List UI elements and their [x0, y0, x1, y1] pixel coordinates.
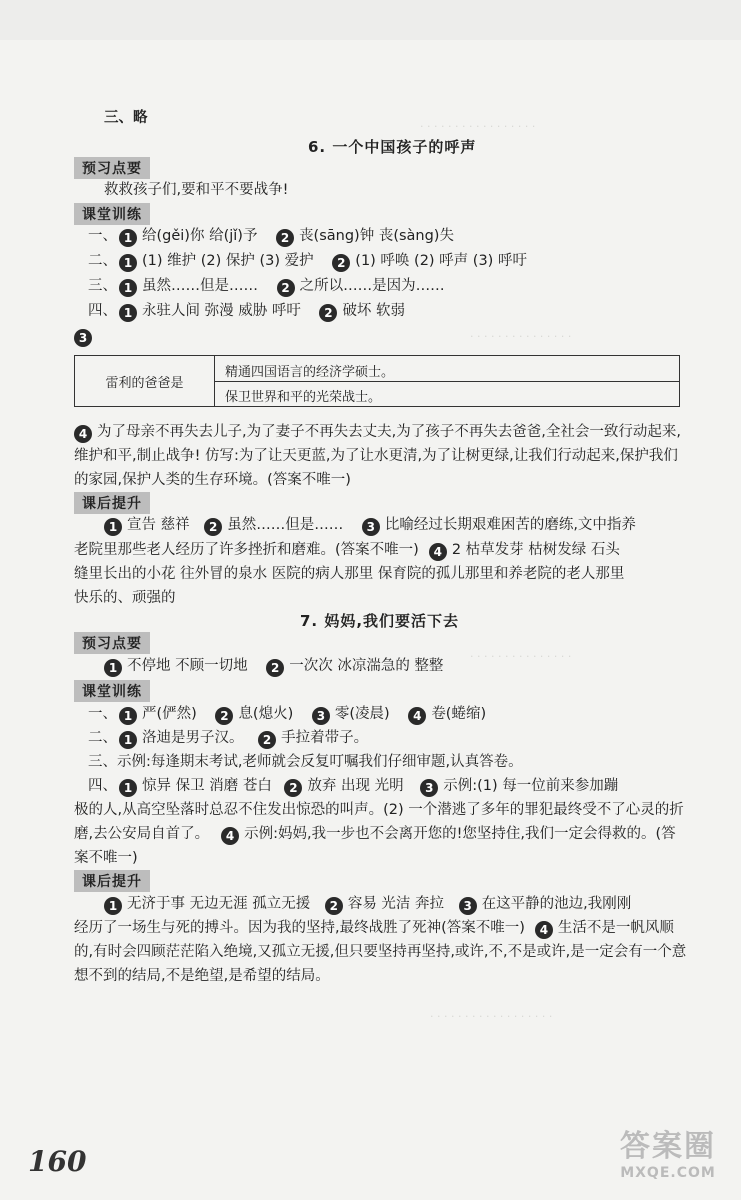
- number-2-icon: 2: [284, 779, 302, 797]
- class6-item4-line1: 4 为了母亲不再失去儿子,为了妻子不再失去丈夫,为了孩子不再失去爸爸,全社会一致行动起来,: [74, 422, 681, 443]
- table-divider: [215, 381, 679, 382]
- section-preview-6: 预习点要: [74, 157, 150, 179]
- after6-line2: 老院里那些老人经历了许多挫折和磨难。(答案不唯一) 4 2 枯草发芽 枯树发绿 石头: [74, 542, 620, 559]
- class7-q4-line2: 极的人,从高空坠落时总忍不住发出惊恐的叫声。(2) 一个潜逃了多年的罪犯最终受不了心灵的折: [74, 802, 684, 818]
- class7-q4-line4: 案不唯一): [74, 850, 138, 866]
- table-row-2: 保卫世界和平的光荣战士。: [225, 390, 382, 405]
- class7-q4-line3: 磨,去公安局自首了。 4 示例:妈妈,我一步也不会离开您的!您坚持住,我们一定会得救的。(答: [74, 826, 676, 843]
- number-1-icon: 1: [119, 229, 137, 247]
- number-1-icon: 1: [119, 779, 137, 797]
- class7-q2: 二、 1 洛迪是男子汉。 2 手拉着带子。: [88, 730, 369, 747]
- number-1-icon: 1: [119, 707, 137, 725]
- after7-line1: 1 无济于事 无边无涯 孤立无援 2 容易 光洁 奔拉 3 在这平静的池边,我刚刚: [104, 894, 631, 915]
- section-class-7: 课堂训练: [74, 680, 150, 702]
- number-2-icon: 2: [319, 304, 337, 322]
- number-1-icon: 1: [104, 659, 122, 677]
- scan-shadow-strip: [0, 0, 741, 40]
- class6-item4-line2: 维护和平,制止战争! 仿写:为了让天更蓝,为了让水更清,为了让树更绿,让我们行动起来,保护我们: [74, 448, 678, 464]
- answer-three-omitted: 三、略: [104, 110, 148, 126]
- number-2-icon: 2: [276, 229, 294, 247]
- number-4-icon: 4: [221, 827, 239, 845]
- number-4-icon: 4: [74, 425, 92, 443]
- section-after-7: 课后提升: [74, 870, 150, 892]
- number-1-icon: 1: [119, 254, 137, 272]
- watermark-logo: [608, 1130, 728, 1190]
- class6-q2: 二、 1 (1) 维护 (2) 保护 (3) 爱护 2 (1) 呼唤 (2) 呼声 (3) 呼吁: [88, 253, 527, 270]
- after6-line4: 快乐的、顽强的: [74, 590, 176, 606]
- number-3-icon: 3: [362, 518, 380, 536]
- number-2-icon: 2: [266, 659, 284, 677]
- number-4-icon: 4: [429, 543, 447, 561]
- show-through-text: · · · · · · · · · · · · · · ·: [470, 650, 572, 663]
- number-2-icon: 2: [204, 518, 222, 536]
- number-3-icon: 3: [312, 707, 330, 725]
- table-left-cell: 雷利的爸爸是: [75, 356, 215, 406]
- section-class-6: 课堂训练: [74, 203, 150, 225]
- preview-7-text: 1 不停地 不顾一切地 2 一次次 冰凉湍急的 整整: [104, 656, 443, 677]
- number-2-icon: 2: [277, 279, 295, 297]
- number-1-icon: 1: [119, 279, 137, 297]
- number-3-icon: 3: [420, 779, 438, 797]
- class7-q3: 三、示例:每逢期末考试,老师就会反复叮嘱我们仔细审题,认真答卷。: [88, 754, 523, 770]
- section-after-6: 课后提升: [74, 492, 150, 514]
- number-2-icon: 2: [332, 254, 350, 272]
- preview-6-text: 救救孩子们,要和平不要战争!: [104, 182, 289, 198]
- after7-line4: 想不到的结局,不是绝望,是希望的结局。: [74, 968, 330, 984]
- number-4-icon: 4: [535, 921, 553, 939]
- class6-q1: 一、 1 给(gěi)你 给(jǐ)予 2 丧(sāng)钟 丧(sàng)失: [88, 228, 454, 245]
- answer-table: [74, 355, 680, 407]
- number-2-icon: 2: [325, 897, 343, 915]
- show-through-text: · · · · · · · · · · · · · · · · ·: [420, 120, 536, 133]
- number-4-icon: 4: [408, 707, 426, 725]
- class7-q1: 一、 1 严(俨然) 2 息(熄火) 3 零(凌晨) 4 卷(蜷缩): [88, 706, 487, 723]
- after6-line1: 1 宣告 慈祥 2 虽然……但是…… 3 比喻经过长期艰难困苦的磨练,文中指养: [104, 515, 636, 536]
- number-1-icon: 1: [104, 518, 122, 536]
- number-3-icon: 3: [459, 897, 477, 915]
- show-through-text: · · · · · · · · · · · · · · · · · ·: [430, 1010, 553, 1023]
- after7-line2: 经历了一场生与死的搏斗。因为我的坚持,最终战胜了死神(答案不唯一) 4 生活不是一帆风顺: [74, 920, 674, 937]
- class7-q4-line1: 四、 1 惊异 保卫 消磨 苍白 2 放弃 出现 光明 3 示例:(1) 每一位前来参加蹦: [88, 778, 619, 795]
- number-3-icon: 3: [74, 329, 92, 347]
- class6-q4: 四、 1 永驻人间 弥漫 威胁 呼吁 2 破坏 软弱: [88, 303, 406, 320]
- show-through-text: · · · · · · · · · · · · · · ·: [470, 330, 572, 343]
- lesson-7-title: 7. 妈妈,我们要活下去: [300, 612, 460, 630]
- number-2-icon: 2: [215, 707, 233, 725]
- class6-item3: [74, 326, 97, 347]
- number-1-icon: 1: [119, 731, 137, 749]
- class6-item4-line3: 的家园,保护人类的生存环境。(答案不唯一): [74, 472, 351, 488]
- number-1-icon: 1: [104, 897, 122, 915]
- watermark-url: MXQE.COM: [620, 1165, 716, 1181]
- section-preview-7: 预习点要: [74, 632, 150, 654]
- number-1-icon: 1: [119, 304, 137, 322]
- watermark-text: 答案圈: [620, 1129, 716, 1164]
- class6-q3: 三、 1 虽然……但是…… 2 之所以……是因为……: [88, 278, 445, 295]
- after7-line3: 的,有时会四顾茫茫陷入绝境,又孤立无援,但只要坚持再坚持,或许,不,不是或许,是一定会有一个意: [74, 944, 687, 960]
- page-number: 160: [28, 1145, 87, 1178]
- lesson-6-title: 6. 一个中国孩子的呼声: [308, 138, 477, 156]
- after6-line3: 缝里长出的小花 往外冒的泉水 医院的病人那里 保育院的孤儿那里和养老院的老人那里: [74, 566, 625, 582]
- table-row-1: 精通四国语言的经济学硕士。: [225, 365, 395, 380]
- number-2-icon: 2: [258, 731, 276, 749]
